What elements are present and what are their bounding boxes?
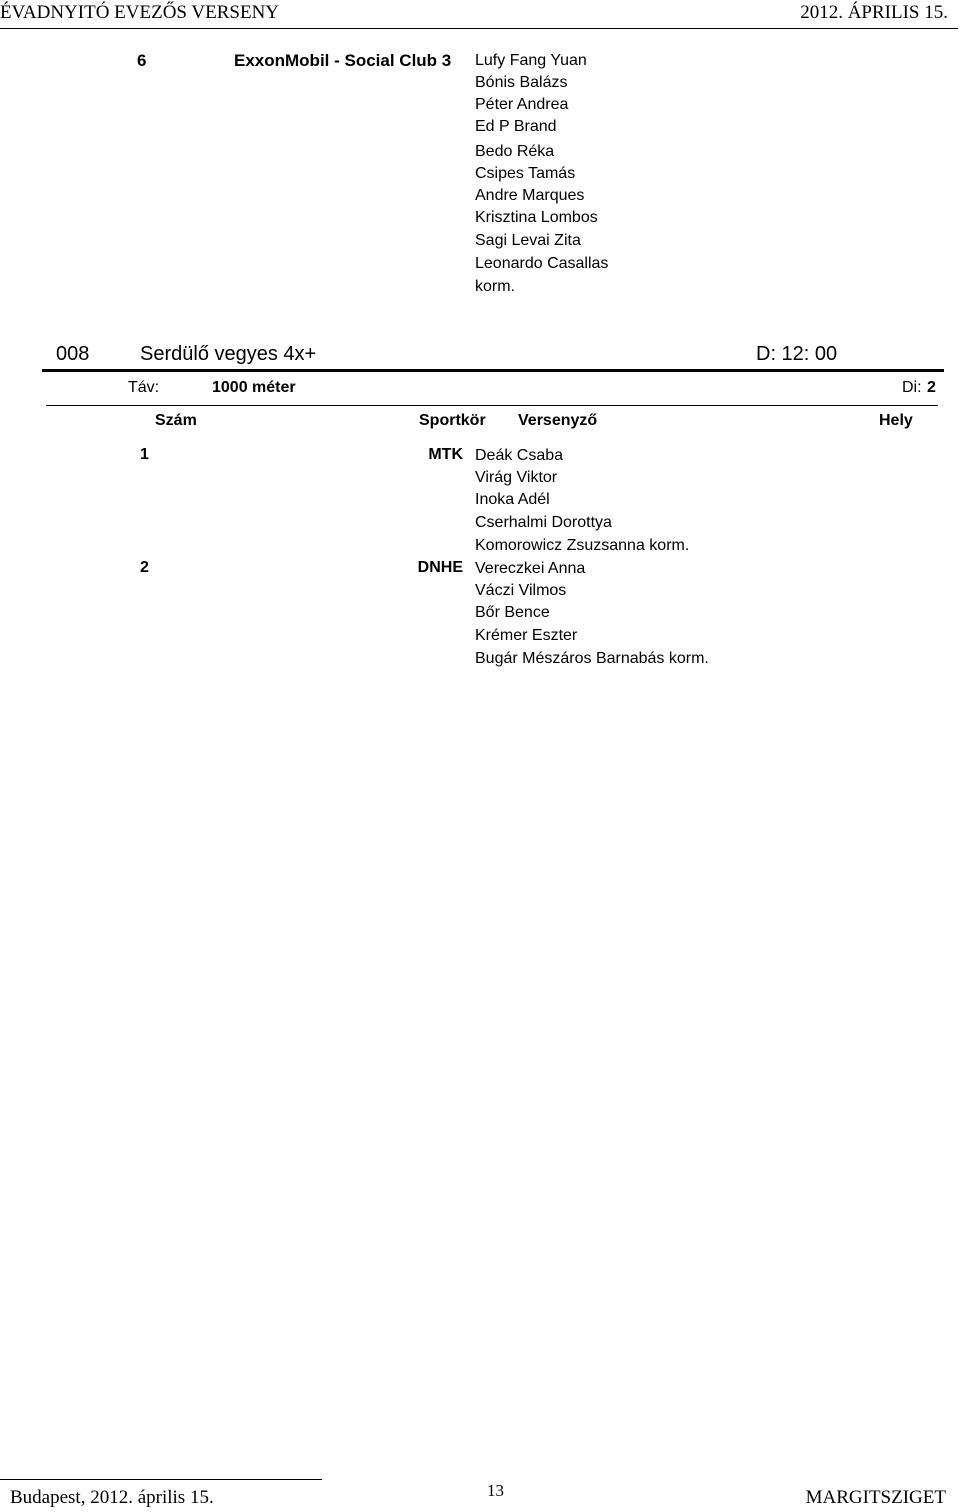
column-header-competitor: Versenyző [518,412,598,429]
entry-names [475,445,689,557]
event-time: D: 12: 00 [756,343,838,365]
di-label: Di: [902,379,922,396]
competitor-name: Vereczkei Anna [475,560,586,577]
competitor-name: Cserhalmi Dorottya [475,514,612,531]
competitor-name: Lufy Fang Yuan [475,52,587,69]
entry-number: 1 [140,446,149,463]
page-number: 13 [487,1481,504,1500]
competitor-name: Váczi Vilmos [475,582,567,599]
competitor-name: Inoka Adél [475,491,550,508]
prev-entry-club: ExxonMobil - Social Club 3 [234,51,452,70]
event-title: Serdülő vegyes 4x+ [140,343,317,365]
prev-entry-number: 6 [137,51,147,70]
footer-venue: MARGITSZIGET [805,1487,946,1508]
entry-number: 2 [140,559,149,576]
event-rule-thin [46,405,938,406]
prev-entry-names [475,50,608,298]
column-header-number: Szám [155,412,197,429]
competitor-name: Komorowicz Zsuzsanna korm. [475,537,690,554]
competitor-name: korm. [475,278,515,295]
header-rule [0,28,958,29]
competitor-name: Bónis Balázs [475,74,568,91]
entry-club: MTK [428,446,463,463]
competitor-name: Virág Viktor [475,469,558,486]
di-value: 2 [927,379,936,396]
competitor-name: Krisztina Lombos [475,209,598,226]
footer-rule [0,1479,322,1480]
competitor-name: Ed P Brand [475,118,557,135]
entry-names [475,558,709,670]
competitor-name: Csipes Tamás [475,165,576,182]
distance-value: 1000 méter [212,379,296,396]
competitor-name: Bőr Bence [475,604,550,621]
distance-label: Táv: [128,379,160,396]
competitor-name: Bugár Mészáros Barnabás korm. [475,650,709,667]
competitor-name: Bedo Réka [475,143,555,160]
competitor-name: Leonardo Casallas [475,255,609,272]
column-header-place: Hely [879,412,913,429]
competitor-name: Krémer Eszter [475,627,578,644]
competitor-name: Deák Csaba [475,447,564,464]
competitor-name: Sagi Levai Zita [475,232,581,249]
header-date: 2012. ÁPRILIS 15. [800,2,948,23]
event-rule-thick [42,369,944,372]
event-number: 008 [56,343,90,365]
competitor-name: Péter Andrea [475,96,569,113]
header-title: ÉVADNYITÓ EVEZŐS VERSENY [0,2,280,23]
competitor-name: Andre Marques [475,187,585,204]
footer-location-date: Budapest, 2012. április 15. [10,1487,214,1508]
entry-club: DNHE [417,559,463,576]
column-header-club: Sportkör [419,412,486,429]
